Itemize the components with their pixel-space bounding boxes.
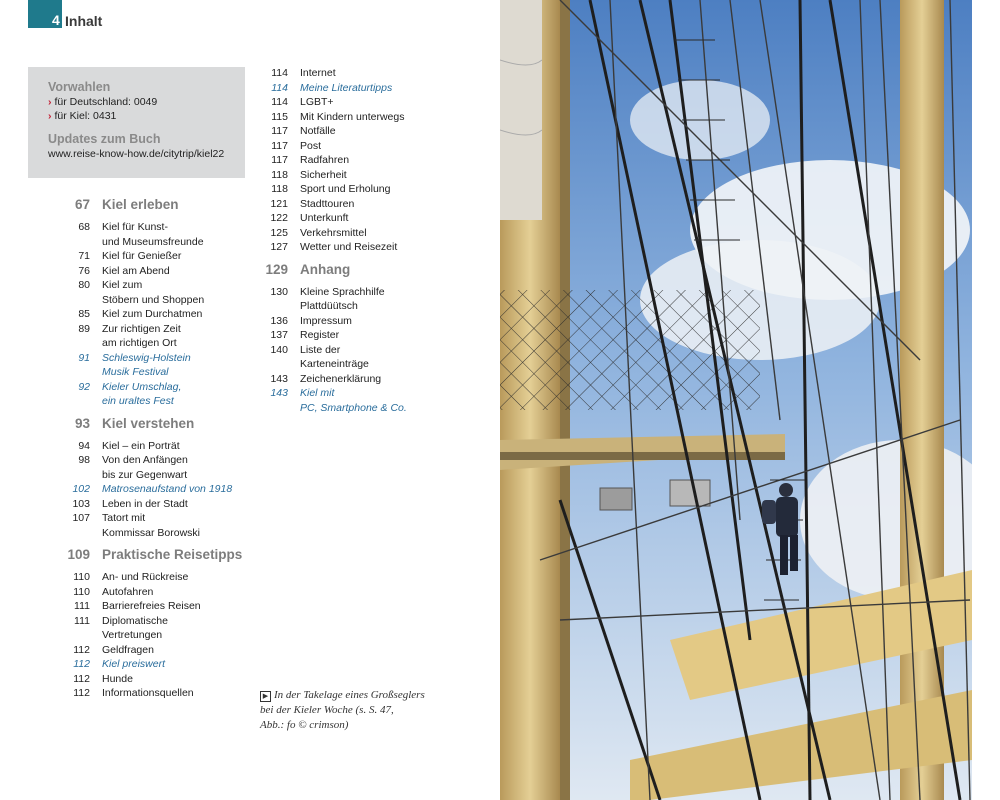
toc-page-number: 94 xyxy=(78,439,90,452)
toc-entry-label: Wetter und Reisezeit xyxy=(300,241,398,253)
toc-entry-label: Impressum xyxy=(300,314,352,327)
toc-page-number: 140 xyxy=(270,343,288,356)
toc-entry xyxy=(50,468,250,483)
toc-entry xyxy=(50,628,250,643)
toc-page-number: 107 xyxy=(72,512,90,524)
toc-entry-label: Praktische Reisetipps xyxy=(102,547,243,562)
toc-entry-label: Schleswig-Holstein xyxy=(102,351,191,364)
toc-entry xyxy=(248,343,448,358)
toc-page-number: 93 xyxy=(74,415,90,431)
toc-entry xyxy=(50,643,250,658)
toc-entry-label: Post xyxy=(300,139,322,152)
toc-entry-label: Kiel für Kunst- xyxy=(102,221,168,233)
toc-entry xyxy=(50,686,250,701)
toc-entry xyxy=(50,293,250,308)
toc-entry xyxy=(248,124,448,139)
toc-entry-label: Tatort mit xyxy=(102,512,146,524)
toc-entry xyxy=(248,240,448,255)
toc-entry xyxy=(50,220,250,235)
toc-page-number: 91 xyxy=(78,351,90,364)
toc-entry xyxy=(248,314,448,329)
toc-entry xyxy=(50,351,250,366)
toc-entry xyxy=(50,453,250,468)
page-title: Inhalt xyxy=(65,13,103,29)
toc-page-number: 76 xyxy=(78,264,90,277)
toc-page-number: 114 xyxy=(271,67,288,79)
toc-entry-label: Verkehrsmittel xyxy=(300,226,367,239)
photo-caption: ▶ In der Takelage eines Großseglers bei der Kieler Woche (s. S. 47, Abb.: fo © crimson) xyxy=(260,689,425,731)
toc-page-number: 115 xyxy=(271,110,288,123)
toc-entry-label: Geldfragen xyxy=(102,643,154,656)
toc-page-number: 121 xyxy=(270,197,288,210)
toc-page-number: 122 xyxy=(270,212,288,224)
toc-entry xyxy=(248,401,448,416)
toc-entry-label: Kieler Umschlag, xyxy=(102,380,182,393)
toc-entry xyxy=(248,95,448,110)
toc-page-number: 102 xyxy=(72,483,90,495)
toc-entry xyxy=(248,285,448,300)
toc-page-number: 114 xyxy=(271,96,288,108)
toc-entry xyxy=(50,482,250,497)
updates-heading: Updates zum Buch xyxy=(48,132,161,146)
toc-entry-label: Kiel preiswert xyxy=(102,658,166,670)
toc-entry-label: Sport und Erholung xyxy=(300,183,391,195)
toc-page-number: 110 xyxy=(73,571,90,583)
toc-page-number: 110 xyxy=(73,585,90,598)
toc-page-number: 80 xyxy=(78,279,90,291)
toc-entry-label: Kiel am Abend xyxy=(102,264,170,277)
toc-entry xyxy=(248,211,448,226)
toc-entry-label: Stadttouren xyxy=(300,197,355,210)
toc-entry xyxy=(50,322,250,337)
toc-entry-label: Hunde xyxy=(102,672,133,685)
toc-entry-label: und Museumsfreunde xyxy=(102,235,204,248)
toc-entry-label: Kleine Sprachhilfe xyxy=(300,285,385,298)
toc-entry-label: Kiel zum Durchatmen xyxy=(102,308,203,320)
toc-column-2 xyxy=(248,66,448,415)
toc-entry-label: Von den Anfängen xyxy=(102,454,188,466)
toc-entry-label: am richtigen Ort xyxy=(102,337,177,349)
toc-page-number: 92 xyxy=(78,380,90,393)
toc-entry-label: Sicherheit xyxy=(300,168,347,181)
toc-entry xyxy=(50,585,250,600)
updates-link[interactable]: www.reise-know-how.de/citytrip/kiel22 xyxy=(48,148,225,160)
toc-entry xyxy=(50,570,250,585)
toc-entry-label: Unterkunft xyxy=(300,212,349,224)
toc-entry-label: Zur richtigen Zeit xyxy=(102,322,181,335)
toc-page-number: 130 xyxy=(270,285,288,298)
toc-entry xyxy=(50,657,250,672)
toc-entry-label: Anhang xyxy=(300,261,351,277)
chevron-right-icon: › xyxy=(48,96,52,108)
toc-entry-label: Radfahren xyxy=(300,154,350,166)
toc-entry-label: Meine Literaturtipps xyxy=(300,81,393,94)
toc-section-heading xyxy=(50,190,250,220)
toc-entry xyxy=(50,235,250,250)
vorwahl-line: › für Deutschland: 0049 xyxy=(48,96,158,108)
toc-page-number: 68 xyxy=(78,221,90,233)
toc-entry-label: Musik Festival xyxy=(102,366,169,378)
toc-entry xyxy=(248,110,448,125)
toc-page-number: 112 xyxy=(73,672,90,685)
toc-entry-label: Notfälle xyxy=(300,125,336,137)
toc-entry-label: Informationsquellen xyxy=(102,687,194,699)
toc-entry xyxy=(248,139,448,154)
toc-entry xyxy=(50,380,250,395)
toc-entry-label: Plattdüütsch xyxy=(300,300,358,312)
toc-page-number: 143 xyxy=(270,387,288,399)
toc-entry-label: LGBT+ xyxy=(300,96,334,108)
toc-entry xyxy=(50,497,250,512)
toc-entry-label: Register xyxy=(300,329,340,341)
toc-entry xyxy=(50,278,250,293)
photo-ref-icon: ▶ xyxy=(260,691,271,702)
toc-entry xyxy=(50,614,250,629)
toc-page-number: 112 xyxy=(73,687,90,699)
toc-page-number: 114 xyxy=(271,81,288,94)
toc-entry xyxy=(248,372,448,387)
toc-entry xyxy=(248,197,448,212)
toc-entry-label: Kiel zum xyxy=(102,279,143,291)
toc-page-number: 112 xyxy=(73,643,90,656)
toc-entry xyxy=(248,182,448,197)
toc-section-heading xyxy=(50,409,250,439)
toc-entry xyxy=(50,599,250,614)
toc-entry xyxy=(248,81,448,96)
toc-entry xyxy=(248,328,448,343)
toc-entry xyxy=(248,66,448,81)
toc-entry xyxy=(50,365,250,380)
toc-page-number: 143 xyxy=(270,372,288,385)
toc-entry-label: Vertretungen xyxy=(102,629,163,641)
toc-entry xyxy=(248,226,448,241)
toc-entry xyxy=(248,386,448,401)
toc-entry xyxy=(50,394,250,409)
toc-entry xyxy=(50,511,250,526)
toc-page-number: 71 xyxy=(78,250,90,262)
toc-entry-label: Matrosenaufstand von 1918 xyxy=(102,483,233,495)
toc-page-number: 111 xyxy=(74,600,90,612)
toc-entry-label: Zeichenerklärung xyxy=(300,372,382,385)
page-number: 4 xyxy=(28,0,62,28)
toc-entry xyxy=(248,168,448,183)
vorwahlen-heading: Vorwahlen xyxy=(48,80,111,94)
toc-page-number: 118 xyxy=(271,183,288,195)
toc-entry xyxy=(248,153,448,168)
toc-page-number: 103 xyxy=(72,497,90,510)
toc-entry-label: Barrierefreies Reisen xyxy=(102,600,201,612)
toc-entry-label: Karteneinträge xyxy=(300,358,369,370)
toc-entry xyxy=(248,357,448,372)
toc-entry xyxy=(50,307,250,322)
toc-entry-label: Diplomatische xyxy=(102,614,168,627)
toc-entry-label: Stöbern und Shoppen xyxy=(102,293,205,306)
toc-page-number: 136 xyxy=(270,314,288,327)
toc-entry-label: ein uraltes Fest xyxy=(102,395,174,407)
toc-page-number: 137 xyxy=(270,329,288,341)
toc-entry xyxy=(50,264,250,279)
toc-entry-label: bis zur Gegenwart xyxy=(102,468,188,481)
toc-page-number: 127 xyxy=(270,241,288,253)
toc-page-number: 125 xyxy=(270,226,288,239)
toc-page-number: 98 xyxy=(78,454,90,466)
toc-section-heading xyxy=(248,255,448,285)
toc-page-number: 109 xyxy=(67,547,90,562)
toc-column-1 xyxy=(50,190,250,701)
toc-entry-label: Kiel mit xyxy=(300,387,335,399)
toc-entry-label: Mit Kindern unterwegs xyxy=(300,110,405,123)
toc-entry-label: Kommissar Borowski xyxy=(102,526,201,539)
toc-entry xyxy=(50,336,250,351)
toc-entry xyxy=(50,672,250,687)
toc-page-number: 117 xyxy=(271,125,288,137)
toc-page-number: 112 xyxy=(73,658,90,670)
toc-entry xyxy=(50,439,250,454)
toc-entry-label: Autofahren xyxy=(102,585,154,598)
toc-entry xyxy=(50,526,250,541)
toc-page-number: 129 xyxy=(265,261,288,277)
toc-entry-label: PC, Smartphone & Co. xyxy=(300,401,407,414)
toc-entry-label: An- und Rückreise xyxy=(102,571,189,583)
toc-page-number: 85 xyxy=(78,308,90,320)
toc-entry-label: Kiel verstehen xyxy=(102,415,195,431)
toc-page-number: 117 xyxy=(271,154,288,166)
toc-page-number: 89 xyxy=(78,322,90,335)
toc-entry-label: Kiel für Genießer xyxy=(102,250,182,262)
info-box xyxy=(28,67,245,178)
toc-page-number: 67 xyxy=(74,197,90,212)
vorwahl-line: › für Kiel: 0431 xyxy=(48,110,117,122)
chevron-right-icon: › xyxy=(48,110,52,122)
toc-section-heading xyxy=(50,540,250,570)
toc-page-number: 111 xyxy=(74,614,90,627)
toc-entry xyxy=(50,249,250,264)
toc-entry xyxy=(248,299,448,314)
toc-page-number: 117 xyxy=(271,139,288,152)
toc-entry-label: Internet xyxy=(300,67,336,79)
toc-entry-label: Kiel – ein Porträt xyxy=(102,439,180,452)
toc-entry-label: Liste der xyxy=(300,343,341,356)
toc-page-number: 118 xyxy=(271,168,288,181)
toc-entry-label: Kiel erleben xyxy=(102,197,179,212)
toc-entry-label: Leben in der Stadt xyxy=(102,497,188,510)
ship-rigging-photo xyxy=(500,0,972,800)
